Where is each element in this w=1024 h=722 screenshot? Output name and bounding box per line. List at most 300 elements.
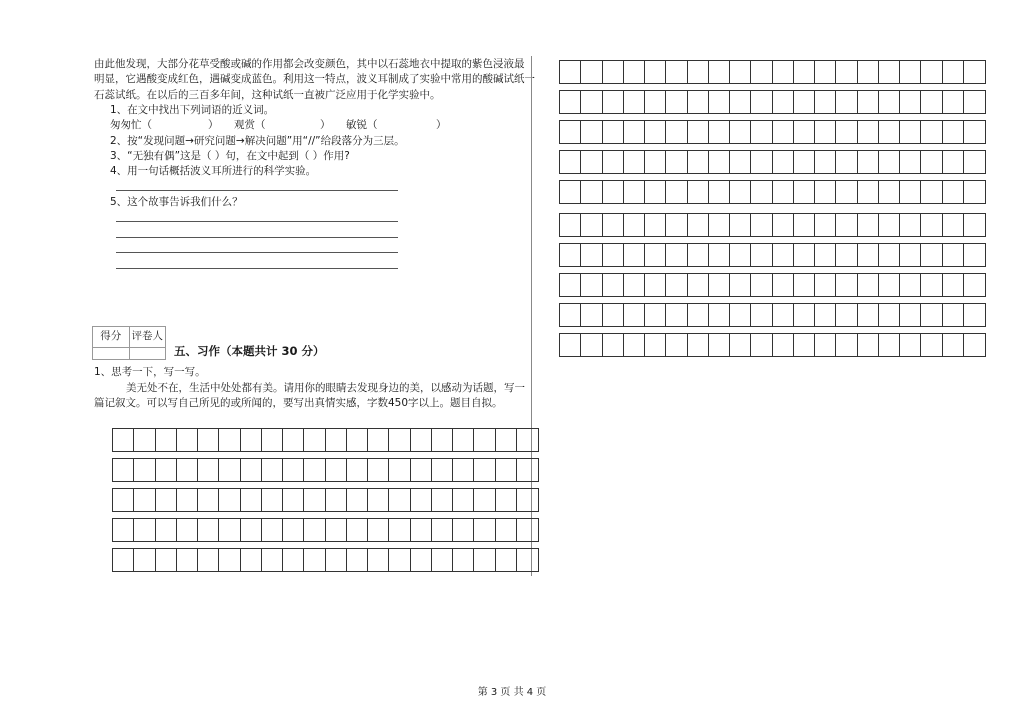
grid-cell[interactable] [411,489,432,511]
grid-cell[interactable] [113,549,134,571]
grid-cell[interactable] [858,244,879,266]
grid-cell[interactable] [347,549,368,571]
grid-cell[interactable] [432,519,453,541]
grid-cell[interactable] [815,121,836,143]
grid-cell[interactable] [943,181,964,203]
grid-cell[interactable] [474,519,495,541]
grid-cell[interactable] [432,429,453,451]
grid-cell[interactable] [921,274,942,296]
grid-cell[interactable] [411,519,432,541]
grid-cell[interactable] [134,429,155,451]
grid-cell[interactable] [389,489,410,511]
grid-cell[interactable] [709,91,730,113]
grid-cell[interactable] [900,121,921,143]
grid-cell[interactable] [347,489,368,511]
grid-cell[interactable] [666,121,687,143]
grid-cell[interactable] [603,274,624,296]
grid-cell[interactable] [304,549,325,571]
grid-cell[interactable] [517,519,538,541]
grid-cell[interactable] [262,459,283,481]
grid-cell[interactable] [815,334,836,356]
grid-cell[interactable] [496,459,517,481]
grid-cell[interactable] [156,519,177,541]
grid-cell[interactable] [900,61,921,83]
grid-cell[interactable] [517,549,538,571]
grid-cell[interactable] [815,304,836,326]
grid-cell[interactable] [688,91,709,113]
grid-cell[interactable] [709,214,730,236]
grid-cell[interactable] [879,304,900,326]
grid-cell[interactable] [751,151,772,173]
grid-cell[interactable] [794,61,815,83]
grid-cell[interactable] [177,429,198,451]
grid-cell[interactable] [836,304,857,326]
grid-cell[interactable] [603,151,624,173]
grid-cell[interactable] [709,274,730,296]
grid-cell[interactable] [666,91,687,113]
grid-cell[interactable] [474,429,495,451]
grid-cell[interactable] [858,214,879,236]
grid-cell[interactable] [198,549,219,571]
grid-cell[interactable] [389,519,410,541]
grid-cell[interactable] [326,549,347,571]
grid-cell[interactable] [730,61,751,83]
grid-cell[interactable] [900,274,921,296]
grid-cell[interactable] [879,151,900,173]
grid-cell[interactable] [815,274,836,296]
grid-cell[interactable] [709,244,730,266]
grid-cell[interactable] [603,121,624,143]
grid-cell[interactable] [836,61,857,83]
grid-cell[interactable] [773,61,794,83]
grid-cell[interactable] [751,274,772,296]
grid-cell[interactable] [730,304,751,326]
grid-cell[interactable] [751,91,772,113]
grid-cell[interactable] [560,121,581,143]
grid-cell[interactable] [688,61,709,83]
grid-cell[interactable] [645,121,666,143]
grid-cell[interactable] [836,274,857,296]
grid-cell[interactable] [198,489,219,511]
grid-cell[interactable] [645,274,666,296]
grid-cell[interactable] [836,91,857,113]
grid-cell[interactable] [730,274,751,296]
grid-cell[interactable] [836,151,857,173]
grid-cell[interactable] [794,91,815,113]
grid-cell[interactable] [113,459,134,481]
grid-cell[interactable] [156,429,177,451]
grid-cell[interactable] [794,214,815,236]
grid-cell[interactable] [773,334,794,356]
grid-cell[interactable] [134,519,155,541]
grid-cell[interactable] [688,214,709,236]
grid-cell[interactable] [453,459,474,481]
grid-cell[interactable] [666,151,687,173]
grid-cell[interactable] [964,91,985,113]
grid-cell[interactable] [666,61,687,83]
grid-cell[interactable] [666,334,687,356]
grid-cell[interactable] [858,304,879,326]
grid-cell[interactable] [921,181,942,203]
grid-cell[interactable] [794,151,815,173]
grid-cell[interactable] [943,334,964,356]
grid-cell[interactable] [794,334,815,356]
grid-cell[interactable] [879,121,900,143]
grid-cell[interactable] [241,549,262,571]
grid-cell[interactable] [304,459,325,481]
grid-cell[interactable] [496,519,517,541]
grid-cell[interactable] [688,304,709,326]
grid-cell[interactable] [368,489,389,511]
grid-cell[interactable] [581,274,602,296]
grid-cell[interactable] [262,519,283,541]
grid-cell[interactable] [730,91,751,113]
grid-cell[interactable] [836,121,857,143]
grid-cell[interactable] [389,429,410,451]
grid-cell[interactable] [177,489,198,511]
grid-cell[interactable] [262,489,283,511]
grid-cell[interactable] [326,429,347,451]
grid-cell[interactable] [900,91,921,113]
grid-cell[interactable] [624,334,645,356]
grid-cell[interactable] [751,304,772,326]
grid-cell[interactable] [900,244,921,266]
grid-cell[interactable] [347,519,368,541]
grid-cell[interactable] [688,274,709,296]
grid-cell[interactable] [645,244,666,266]
answer-line-q5-4[interactable] [116,268,398,269]
grid-cell[interactable] [560,244,581,266]
grid-cell[interactable] [198,429,219,451]
grid-cell[interactable] [751,181,772,203]
grid-cell[interactable] [709,181,730,203]
grid-cell[interactable] [517,429,538,451]
grid-cell[interactable] [858,334,879,356]
grid-cell[interactable] [560,274,581,296]
grid-cell[interactable] [581,151,602,173]
grid-cell[interactable] [815,151,836,173]
grid-cell[interactable] [964,244,985,266]
grid-cell[interactable] [134,489,155,511]
grid-cell[interactable] [688,244,709,266]
grid-cell[interactable] [943,214,964,236]
grid-cell[interactable] [964,304,985,326]
grid-cell[interactable] [113,519,134,541]
grid-cell[interactable] [241,429,262,451]
grid-cell[interactable] [645,304,666,326]
grid-cell[interactable] [836,214,857,236]
grid-cell[interactable] [603,244,624,266]
grid-cell[interactable] [751,61,772,83]
grid-cell[interactable] [921,304,942,326]
grid-cell[interactable] [241,459,262,481]
grid-cell[interactable] [773,214,794,236]
grid-cell[interactable] [496,489,517,511]
score-entry-cells[interactable] [92,347,166,360]
grid-cell[interactable] [773,91,794,113]
grid-cell[interactable] [815,61,836,83]
grid-cell[interactable] [560,334,581,356]
grid-cell[interactable] [858,151,879,173]
writing-grid-left[interactable] [112,428,539,574]
grid-cell[interactable] [879,244,900,266]
grid-cell[interactable] [815,181,836,203]
grid-cell[interactable] [900,214,921,236]
grid-cell[interactable] [368,429,389,451]
grid-cell[interactable] [581,121,602,143]
grid-cell[interactable] [453,429,474,451]
grid-cell[interactable] [751,121,772,143]
grid-cell[interactable] [921,244,942,266]
grid-cell[interactable] [624,151,645,173]
grid-cell[interactable] [283,549,304,571]
grid-cell[interactable] [730,181,751,203]
grid-cell[interactable] [709,121,730,143]
grid-cell[interactable] [943,274,964,296]
grid-cell[interactable] [432,549,453,571]
grid-cell[interactable] [198,459,219,481]
grid-cell[interactable] [624,91,645,113]
answer-line-q5-1[interactable] [116,221,398,222]
grid-cell[interactable] [964,181,985,203]
grid-cell[interactable] [581,334,602,356]
grid-cell[interactable] [326,459,347,481]
answer-line-q5-2[interactable] [116,237,398,238]
grid-cell[interactable] [411,549,432,571]
grid-cell[interactable] [794,181,815,203]
grid-cell[interactable] [688,334,709,356]
grid-cell[interactable] [453,549,474,571]
grid-cell[interactable] [645,151,666,173]
grid-cell[interactable] [921,334,942,356]
grid-cell[interactable] [156,549,177,571]
grid-cell[interactable] [858,181,879,203]
grid-cell[interactable] [964,121,985,143]
grid-cell[interactable] [219,489,240,511]
grid-cell[interactable] [921,61,942,83]
grid-cell[interactable] [794,304,815,326]
grid-cell[interactable] [879,61,900,83]
grid-cell[interactable] [283,489,304,511]
grid-cell[interactable] [815,214,836,236]
grid-cell[interactable] [624,244,645,266]
grid-cell[interactable] [773,274,794,296]
grid-cell[interactable] [879,181,900,203]
grid-cell[interactable] [921,91,942,113]
grid-cell[interactable] [730,121,751,143]
grid-cell[interactable] [709,304,730,326]
grid-cell[interactable] [581,304,602,326]
grid-cell[interactable] [751,244,772,266]
grid-cell[interactable] [921,121,942,143]
grid-cell[interactable] [921,214,942,236]
grid-cell[interactable] [156,489,177,511]
grid-cell[interactable] [113,429,134,451]
grid-cell[interactable] [964,274,985,296]
grid-cell[interactable] [474,549,495,571]
grid-cell[interactable] [943,151,964,173]
grid-cell[interactable] [773,151,794,173]
grid-cell[interactable] [347,459,368,481]
grid-cell[interactable] [751,334,772,356]
grid-cell[interactable] [411,429,432,451]
grid-cell[interactable] [645,181,666,203]
grid-cell[interactable] [964,334,985,356]
grid-cell[interactable] [943,121,964,143]
grid-cell[interactable] [560,151,581,173]
grid-cell[interactable] [624,181,645,203]
grid-cell[interactable] [603,304,624,326]
grid-cell[interactable] [964,151,985,173]
grid-cell[interactable] [645,214,666,236]
grid-cell[interactable] [560,214,581,236]
grid-cell[interactable] [241,519,262,541]
grid-cell[interactable] [773,244,794,266]
grid-cell[interactable] [326,489,347,511]
grid-cell[interactable] [688,151,709,173]
grid-cell[interactable] [624,121,645,143]
grid-cell[interactable] [751,214,772,236]
grid-cell[interactable] [900,334,921,356]
grid-cell[interactable] [219,519,240,541]
grid-cell[interactable] [943,304,964,326]
grid-cell[interactable] [943,61,964,83]
grid-cell[interactable] [624,61,645,83]
grid-cell[interactable] [581,91,602,113]
grid-cell[interactable] [858,91,879,113]
grid-cell[interactable] [645,334,666,356]
grid-cell[interactable] [730,151,751,173]
grid-cell[interactable] [304,429,325,451]
grid-cell[interactable] [326,519,347,541]
grid-cell[interactable] [688,121,709,143]
grid-cell[interactable] [666,214,687,236]
grid-cell[interactable] [645,61,666,83]
grid-cell[interactable] [560,304,581,326]
grid-cell[interactable] [177,459,198,481]
grid-cell[interactable] [347,429,368,451]
grid-cell[interactable] [964,214,985,236]
grid-cell[interactable] [709,334,730,356]
grid-cell[interactable] [879,334,900,356]
grid-cell[interactable] [262,429,283,451]
grid-cell[interactable] [730,214,751,236]
grid-cell[interactable] [474,459,495,481]
grid-cell[interactable] [603,181,624,203]
grid-cell[interactable] [858,121,879,143]
grid-cell[interactable] [794,121,815,143]
grid-cell[interactable] [560,61,581,83]
grid-cell[interactable] [581,181,602,203]
grid-cell[interactable] [900,304,921,326]
grid-cell[interactable] [453,519,474,541]
grid-cell[interactable] [603,334,624,356]
grid-cell[interactable] [709,151,730,173]
grid-cell[interactable] [432,459,453,481]
grid-cell[interactable] [496,429,517,451]
grid-cell[interactable] [666,274,687,296]
grid-cell[interactable] [879,91,900,113]
grid-cell[interactable] [815,244,836,266]
grid-cell[interactable] [836,244,857,266]
grid-cell[interactable] [879,214,900,236]
grid-cell[interactable] [666,304,687,326]
grid-cell[interactable] [219,549,240,571]
grid-cell[interactable] [283,519,304,541]
grid-cell[interactable] [453,489,474,511]
grid-cell[interactable] [389,459,410,481]
grid-cell[interactable] [794,274,815,296]
grid-cell[interactable] [411,459,432,481]
grid-cell[interactable] [858,61,879,83]
grid-cell[interactable] [666,181,687,203]
grid-cell[interactable] [262,549,283,571]
grid-cell[interactable] [432,489,453,511]
grid-cell[interactable] [156,459,177,481]
grid-cell[interactable] [688,181,709,203]
grid-cell[interactable] [474,489,495,511]
grid-cell[interactable] [879,274,900,296]
grid-cell[interactable] [921,151,942,173]
grid-cell[interactable] [368,519,389,541]
grid-cell[interactable] [560,91,581,113]
grid-cell[interactable] [581,214,602,236]
grid-cell[interactable] [581,244,602,266]
answer-line-q5-3[interactable] [116,252,398,253]
grid-cell[interactable] [773,304,794,326]
writing-grid-right-bottom[interactable] [559,213,986,359]
grid-cell[interactable] [730,244,751,266]
grid-cell[interactable] [368,459,389,481]
writing-grid-right-top[interactable] [559,60,986,206]
grid-cell[interactable] [560,181,581,203]
grid-cell[interactable] [134,459,155,481]
grid-cell[interactable] [900,181,921,203]
grid-cell[interactable] [134,549,155,571]
grid-cell[interactable] [368,549,389,571]
grid-cell[interactable] [283,429,304,451]
grid-cell[interactable] [964,61,985,83]
grid-cell[interactable] [219,459,240,481]
grid-cell[interactable] [517,459,538,481]
grid-cell[interactable] [836,334,857,356]
grid-cell[interactable] [304,489,325,511]
grid-cell[interactable] [113,489,134,511]
grid-cell[interactable] [219,429,240,451]
grid-cell[interactable] [177,549,198,571]
grid-cell[interactable] [773,181,794,203]
grid-cell[interactable] [624,304,645,326]
grid-cell[interactable] [900,151,921,173]
grid-cell[interactable] [496,549,517,571]
grid-cell[interactable] [836,181,857,203]
grid-cell[interactable] [773,121,794,143]
grid-cell[interactable] [858,274,879,296]
grid-cell[interactable] [603,61,624,83]
grid-cell[interactable] [389,549,410,571]
grid-cell[interactable] [624,214,645,236]
grid-cell[interactable] [666,244,687,266]
grid-cell[interactable] [517,489,538,511]
grid-cell[interactable] [241,489,262,511]
grid-cell[interactable] [815,91,836,113]
grid-cell[interactable] [645,91,666,113]
grid-cell[interactable] [624,274,645,296]
grid-cell[interactable] [603,91,624,113]
grid-cell[interactable] [709,61,730,83]
grid-cell[interactable] [283,459,304,481]
grid-cell[interactable] [177,519,198,541]
